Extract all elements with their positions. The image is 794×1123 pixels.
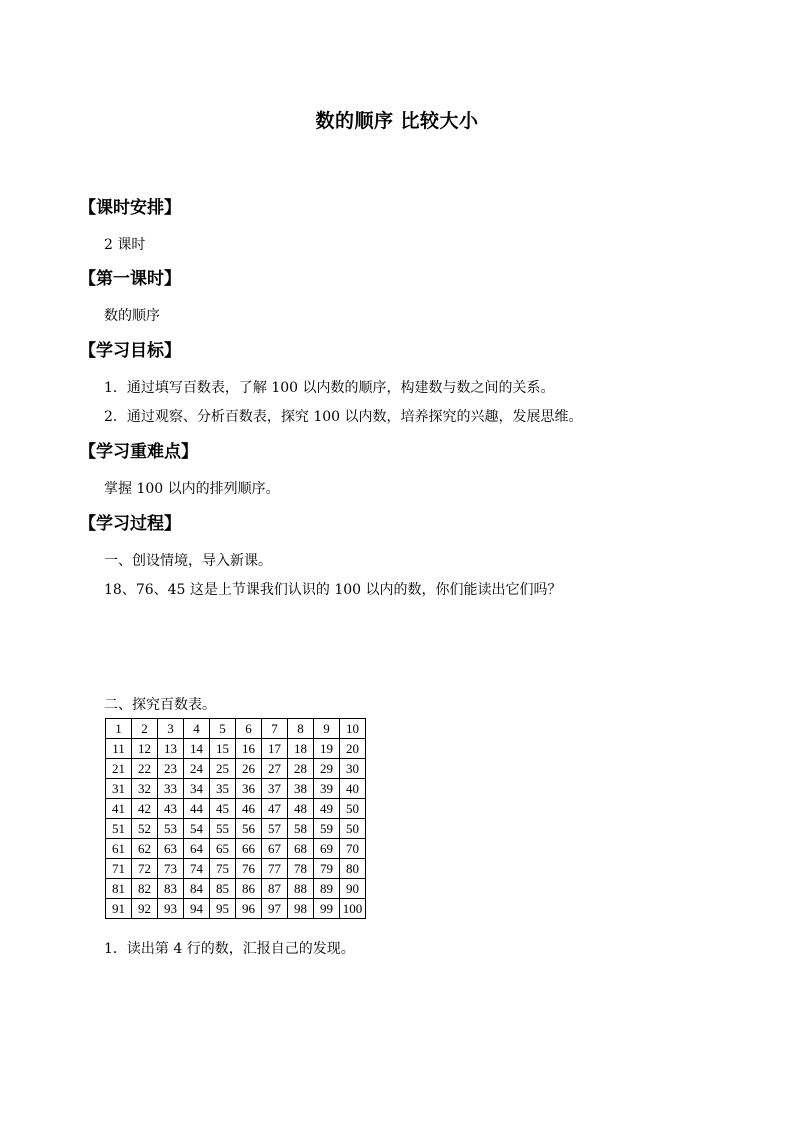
- table-cell: 6: [236, 719, 262, 739]
- table-cell: 27: [262, 759, 288, 779]
- table-cell: 55: [210, 819, 236, 839]
- table-cell: 71: [106, 859, 132, 879]
- table-cell: 39: [314, 779, 340, 799]
- table-cell: 37: [262, 779, 288, 799]
- table-cell: 67: [262, 839, 288, 859]
- table-cell: 65: [210, 839, 236, 859]
- table-cell: 22: [132, 759, 158, 779]
- table-cell: 91: [106, 899, 132, 919]
- question-1: 1．读出第 4 行的数，汇报自己的发现。: [104, 941, 355, 957]
- table-cell: 40: [340, 779, 366, 799]
- table-cell: 61: [106, 839, 132, 859]
- table-cell: 66: [236, 839, 262, 859]
- table-cell: 70: [340, 839, 366, 859]
- heading-learning-process: 【学习过程】: [79, 514, 181, 534]
- table-cell: 33: [158, 779, 184, 799]
- table-cell: 32: [132, 779, 158, 799]
- table-cell: 59: [314, 819, 340, 839]
- table-cell: 38: [288, 779, 314, 799]
- table-row: [106, 799, 366, 819]
- table-cell: 99: [314, 899, 340, 919]
- heading-lesson-arrangement: 【课时安排】: [79, 198, 181, 218]
- page-title: 数的顺序 比较大小: [315, 110, 479, 132]
- table-cell: 72: [132, 859, 158, 879]
- table-cell: 50: [340, 819, 366, 839]
- process-step-1: 一、创设情境，导入新课。: [104, 553, 272, 569]
- table-cell: 53: [158, 819, 184, 839]
- table-row: [106, 739, 366, 759]
- table-cell: 79: [314, 859, 340, 879]
- table-cell: 15: [210, 739, 236, 759]
- table-cell: 76: [236, 859, 262, 879]
- hundred-chart-table: [105, 718, 366, 919]
- table-cell: 8: [288, 719, 314, 739]
- goal-item-1: 1．通过填写百数表，了解 100 以内数的顺序，构建数与数之间的关系。: [104, 380, 555, 396]
- heading-first-lesson: 【第一课时】: [79, 269, 181, 289]
- table-cell: 64: [184, 839, 210, 859]
- table-cell: 85: [210, 879, 236, 899]
- table-cell: 26: [236, 759, 262, 779]
- table-cell: 96: [236, 899, 262, 919]
- key-points-text: 掌握 100 以内的排列顺序。: [104, 481, 280, 497]
- table-cell: 36: [236, 779, 262, 799]
- table-cell: 77: [262, 859, 288, 879]
- table-cell: 100: [340, 899, 366, 919]
- table-cell: 45: [210, 799, 236, 819]
- table-cell: 92: [132, 899, 158, 919]
- process-step-1-text: 18、76、45 这是上节课我们认识的 100 以内的数，你们能读出它们吗？: [104, 582, 562, 598]
- table-cell: 25: [210, 759, 236, 779]
- table-cell: 14: [184, 739, 210, 759]
- table-cell: 78: [288, 859, 314, 879]
- table-cell: 46: [236, 799, 262, 819]
- table-cell: 5: [210, 719, 236, 739]
- table-row: [106, 839, 366, 859]
- table-cell: 87: [262, 879, 288, 899]
- table-cell: 13: [158, 739, 184, 759]
- table-cell: 82: [132, 879, 158, 899]
- table-row: [106, 879, 366, 899]
- table-cell: 20: [340, 739, 366, 759]
- table-cell: 21: [106, 759, 132, 779]
- table-cell: 95: [210, 899, 236, 919]
- table-cell: 19: [314, 739, 340, 759]
- table-cell: 49: [314, 799, 340, 819]
- table-cell: 35: [210, 779, 236, 799]
- table-cell: 51: [106, 819, 132, 839]
- table-cell: 31: [106, 779, 132, 799]
- table-cell: 28: [288, 759, 314, 779]
- process-step-2: 二、探究百数表。: [104, 697, 216, 713]
- table-cell: 1: [106, 719, 132, 739]
- table-cell: 90: [340, 879, 366, 899]
- table-cell: 63: [158, 839, 184, 859]
- table-cell: 97: [262, 899, 288, 919]
- table-cell: 12: [132, 739, 158, 759]
- table-cell: 30: [340, 759, 366, 779]
- table-cell: 50: [340, 799, 366, 819]
- table-row: [106, 719, 366, 739]
- lesson-count-text: 2 课时: [104, 237, 146, 253]
- table-cell: 81: [106, 879, 132, 899]
- table-cell: 75: [210, 859, 236, 879]
- first-lesson-topic: 数的顺序: [104, 308, 160, 324]
- table-cell: 29: [314, 759, 340, 779]
- goal-item-2: 2．通过观察、分析百数表，探究 100 以内数，培养探究的兴趣，发展思维。: [104, 409, 583, 425]
- table-cell: 93: [158, 899, 184, 919]
- table-cell: 89: [314, 879, 340, 899]
- table-cell: 48: [288, 799, 314, 819]
- table-cell: 34: [184, 779, 210, 799]
- table-cell: 10: [340, 719, 366, 739]
- table-cell: 47: [262, 799, 288, 819]
- table-cell: 84: [184, 879, 210, 899]
- table-cell: 86: [236, 879, 262, 899]
- table-cell: 41: [106, 799, 132, 819]
- heading-learning-goals: 【学习目标】: [79, 341, 181, 361]
- table-cell: 58: [288, 819, 314, 839]
- table-cell: 2: [132, 719, 158, 739]
- table-row: [106, 819, 366, 839]
- table-cell: 57: [262, 819, 288, 839]
- heading-key-points: 【学习重难点】: [79, 442, 198, 462]
- table-cell: 9: [314, 719, 340, 739]
- table-row: [106, 859, 366, 879]
- table-cell: 42: [132, 799, 158, 819]
- table-row: [106, 759, 366, 779]
- table-cell: 56: [236, 819, 262, 839]
- table-row: [106, 899, 366, 919]
- table-cell: 16: [236, 739, 262, 759]
- table-cell: 7: [262, 719, 288, 739]
- table-cell: 24: [184, 759, 210, 779]
- table-cell: 23: [158, 759, 184, 779]
- table-cell: 18: [288, 739, 314, 759]
- table-cell: 80: [340, 859, 366, 879]
- table-row: [106, 779, 366, 799]
- table-cell: 43: [158, 799, 184, 819]
- table-cell: 54: [184, 819, 210, 839]
- table-cell: 94: [184, 899, 210, 919]
- table-cell: 11: [106, 739, 132, 759]
- table-cell: 98: [288, 899, 314, 919]
- table-cell: 69: [314, 839, 340, 859]
- table-cell: 62: [132, 839, 158, 859]
- table-cell: 52: [132, 819, 158, 839]
- table-cell: 88: [288, 879, 314, 899]
- table-cell: 3: [158, 719, 184, 739]
- table-cell: 83: [158, 879, 184, 899]
- table-cell: 17: [262, 739, 288, 759]
- table-cell: 73: [158, 859, 184, 879]
- table-cell: 68: [288, 839, 314, 859]
- table-cell: 4: [184, 719, 210, 739]
- table-cell: 74: [184, 859, 210, 879]
- table-cell: 44: [184, 799, 210, 819]
